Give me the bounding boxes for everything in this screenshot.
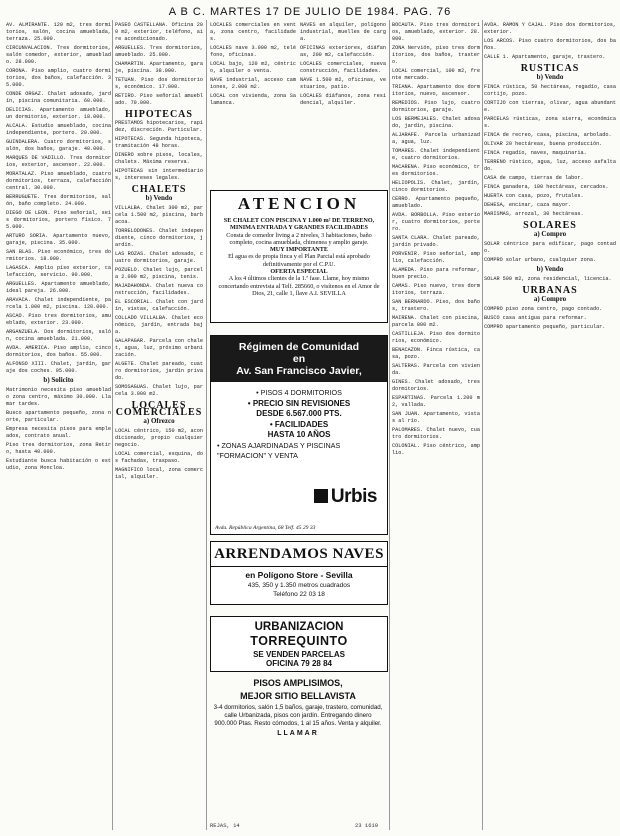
classified-ad: LOCAL céntrico, 150 m2, acondicionado, propio cualquier negocio. [115,428,203,448]
ad-title: URBANIZACION [254,621,344,633]
column-divider [206,20,207,830]
classified-ad: MORATALAZ. Piso amueblado, cuatro dormitorios, terraza, calefacción central. 30.000. [6,171,111,191]
urbis-logo-icon [314,489,328,503]
ad-text: A los 4 últimos clientes de la 1.ª fase. Llame, hoy mismo concertando entrevista al Telf. 285660, o visítenos en el Amor de Dios, 21, calle 1, llave A.I. SEVILLA [218,275,380,297]
section-heading-hipotecas: HIPOTECAS [125,109,193,120]
ad-title: TORREQUINTO [250,634,348,648]
classified-ad: LAGASCA. Amplio piso exterior, calefacción, servicio. 90.000. [6,265,111,278]
classified-ad: COMPRO piso zona centro, pago contado. [484,306,603,312]
classifieds-column-2 [115,22,203,828]
classified-ad: ALCALA. Estudio amueblado, cocina independiente, portero. 20.000. [6,123,111,136]
classified-ad: NAVES en alquiler, polígono industrial, muelles de carga. [300,22,386,42]
classified-ad: NAVE industrial, acceso camiones, 2.000 m2. [210,77,296,90]
classified-ad: COMPRO apartamento pequeño, particular. [484,324,606,330]
ad-text: 3-4 dormitorios, salón 1,5 baños, garaje, trastero, comunidad, calle Urbanizada, pisos con jardín. Entregando dinero 900.000 Ptas. Resto cómodos, 1 al 15 años. Venta y alquiler. [213,704,383,727]
ad-text: SE VENDEN PARCELAS [253,650,345,659]
classified-ad: COMPRO solar urbano, cualquier zona. [484,257,597,263]
classified-ad: OLIVAR 20 hectáreas, buena producción. [484,141,603,147]
classifieds-column-5 [484,22,616,828]
ad-text: OFERTA ESPECIAL [270,268,328,276]
ad-text: 435, 350 y 1.350 metros cuadrados [247,582,351,589]
classified-ad: ARAVACA. Chalet independiente, parcela 1.000 m2, piscina. 120.000. [6,297,111,310]
column-divider [112,20,113,830]
classified-ad: BENACAZON. Finca rústica, casa, pozo. [392,347,480,360]
classified-ad: GUINDALERA. Cuatro dormitorios, salón, dos baños, garaje. 40.000. [6,139,111,152]
ad-feature-list [211,388,387,462]
section-heading-solares: SOLARES [523,220,577,231]
classified-ad: FINCA ganadera, 100 hectáreas, cercados. [484,184,609,190]
ad-atencion [210,190,388,323]
classified-ad: RETIRO. Piso señorial amueblado. 70.000. [115,93,203,106]
classified-ad: MACARENA. Piso económico, tres dormitorios. [392,164,480,177]
classified-ad: ARTURO SORIA. Apartamento nuevo, garaje, piscina. 35.000. [6,233,111,246]
classified-ad: ASCAO. Piso tres dormitorios, amueblado, exterior. 23.000. [6,313,111,326]
classified-ad: Matrimonio necesita piso amueblado zona centro, máximo 30.000. Llamar tardes. [6,387,111,407]
classified-ad: COLLADO VILLALBA. Chalet económico, jardín, entrada baja. [115,315,203,335]
section-subheading: a) Compro [533,295,567,303]
classifieds-column-1 [6,22,111,828]
classified-ad: Piso tres dormitorios, zona Retiro, hasta 40.000. [6,442,111,455]
classified-ad: SAN BLAS. Piso económico, tres dormitorios. 18.000. [6,249,111,262]
page-header: A B C. MARTES 17 DE JULIO DE 1984. PAG. 76 [168,6,452,18]
classified-ad: FINCA rústica, 50 hectáreas, regadío, casa cortijo, pozo. [484,84,616,97]
classified-ad: CALLE 1. Apartamento, garaje, trastero. [484,54,606,60]
classified-ad: AVDA. RAMON Y CAJAL. Piso dos dormitorios, exterior. [484,22,616,35]
column-footer: 23 1619 [355,822,379,829]
classified-ad: ZONA Nervión, piso tres dormitorios, dos baños, trastero. [392,45,480,65]
column-divider [389,20,390,830]
classified-ad: VILLALBA. Chalet 300 m2, parcela 1.500 m2, piscina, barbacoa. [115,205,203,225]
ad-text: SE CHALET CON PISCINA Y 1.000 m² DE TERRENO, MINIMA ENTRADA Y GRANDES FACILIDADES [223,217,375,232]
classified-ad: MAIRENA. Chalet con piscina, parcela 800 m2. [392,315,480,328]
classified-ad: GALAPAGAR. Parcela con chalet, agua, luz, próximo urbanización. [115,338,203,358]
section-subheading: b) Solicito [43,376,74,384]
classified-ad: TETUAN. Piso dos dormitorios, económico. 17.000. [115,77,203,90]
classified-ad: LOCALES comerciales, nueva construcción, facilidades. [300,61,386,74]
classified-ad: FINCA de recreo, casa, piscina, arbolado. [484,132,612,138]
classified-ad: LOCAL comercial, esquina, dos fachadas, traspaso. [115,451,203,464]
section-subheading: b) Vendo [536,265,564,273]
ad-arrendamos-naves [210,541,388,605]
classified-ad: REMEDIOS. Piso lujo, cuatro dormitorios, garaje. [392,100,480,113]
ad-title: Av. San Francisco Javier, [236,365,362,377]
ad-text: en Polígono Store - Sevilla [245,570,353,580]
classified-ad: LOCALES nave 3.000 m2, teléfono, oficinas. [210,45,296,58]
classified-ad: ALJARAFE. Parcela urbanizada, agua, luz. [392,132,480,145]
ad-feature: • ZONAS AJARDINADAS Y PISCINAS [217,440,341,450]
classified-ad: TOMARES. Chalet independiente, cuatro dormitorios. [392,148,480,161]
classified-ad: SAN JUAN. Apartamento, vistas al río. [392,411,480,424]
classified-ad: CASA de campo, tierras de labor. [484,175,584,181]
classified-ad: PRESTAMOS hipotecarios, rapidez, discreción. Particular. [115,120,203,133]
ad-title: ARRENDAMOS NAVES [211,542,387,567]
classified-ad: OFICINAS exteriores, diáfanas, 200 m2, calefacción. [300,45,386,58]
classified-ad: DELICIAS. Apartamento amueblado, un dormitorio, exterior. 18.000. [6,107,111,120]
ad-feature: • PRECIO SIN REVISIONES [247,398,351,408]
classified-ad: HUERTA con casa, pozo, frutales. [484,193,584,199]
section-subheading: a) Compro [533,230,567,238]
classified-ad: LOCAL bajo, 120 m2, céntrico, alquiler o venta. [210,61,296,74]
classified-ad: BUSCO casa antigua para reformar. [484,315,587,321]
classified-ad: ESPARTINAS. Parcela 1.200 m2, vallada. [392,395,480,408]
classified-ad: ALFONSO XIII. Chalet, jardín, garaje dos coches. 95.000. [6,361,111,374]
classified-ad: FINCA regadío, naves, maquinaria. [484,150,587,156]
ad-text: El agua es de propia finca y el Plan Parcial está aprobado definitivamente por el C.P.U. [228,253,370,268]
classified-ad: BOCAUTA. Piso tres dormitorios, amueblado, exterior. 28.000. [392,22,480,42]
classified-ad: PARCELAS rústicas, zona sierra, económicas. [484,116,616,129]
classified-ad: CAMAS. Piso nuevo, tres dormitorios, terraza. [392,283,480,296]
classified-ad: HIPOTECAS sin intermediarios, intereses legales. [115,168,203,181]
ad-title: en [292,353,306,365]
classified-ad: ALGETE. Chalet pareado, cuatro dormitorios, jardín privado. [115,361,203,381]
classified-ad: EL ESCORIAL. Chalet con jardín, vistas, calefacción. [115,299,203,312]
ad-title: ATENCION [237,194,361,213]
classified-ad: MAGNIFICO local, zona comercial, alquiler. [115,467,203,480]
classified-ad: AVDA. BORBOLLA. Piso exterior, cuatro dormitorios, portero. [392,212,480,232]
classified-ad: LOCALES comerciales en venta, zona centro, facilidades. [210,22,296,42]
classified-ad: CORONA. Piso amplio, cuatro dormitorios, dos baños, calefacción. 35.000. [6,68,111,88]
column-footer: REJAS, 14 [210,822,240,829]
classified-ad: TERRENO rústico, agua, luz, acceso asfaltado. [484,159,616,172]
section-heading-urbanas: URBANAS [522,285,578,296]
ad-text: Teléfono 22 03 18 [273,591,325,598]
classified-ad: Empresa necesita pisos para empleados, contrato anual. [6,426,111,439]
ad-regimen-comunidad [210,335,388,535]
section-heading-locales: LOCALES COMERCIALES [115,400,203,418]
classified-ad: POZUELO. Chalet lujo, parcela 2.000 m2, piscina, tenis. [115,267,203,280]
ad-text: MUY IMPORTANTE [269,246,329,254]
classified-ad: MARISMAS, arrozal, 30 hectáreas. [484,211,584,217]
section-subheading: b) Vendo [145,194,173,202]
classified-ad: MAJADAHONDA. Chalet nueva construcción, facilidades. [115,283,203,296]
classified-ad: LOCAL con vivienda, zona Salamanca. [210,93,296,106]
classified-ad: LAS ROZAS. Chalet adosado, cuatro dormitorios, garaje. [115,251,203,264]
ad-text: OFICINA 79 28 84 [266,659,332,668]
classified-ad: CASTILLEJA. Piso dos dormitorios, económico. [392,331,480,344]
ad-feature: "FORMACION" Y VENTA [217,451,298,460]
classified-ad: HELIOPOLIS. Chalet, jardín, cinco dormitorios. [392,180,480,193]
classified-ad: DINERO sobre pisos, locales, chalets. Máxima reserva. [115,152,203,165]
ad-title: PISOS AMPLISIMOS, [253,678,343,688]
classifieds-column-4 [392,22,480,828]
ad-feature: HASTA 10 AÑOS [267,430,331,439]
section-subheading: b) Vendo [536,73,564,81]
classified-ad: CONDE ORGAZ. Chalet adosado, jardín, piscina comunitaria. 60.000. [6,91,111,104]
classified-ad: SALTERAS. Parcela con vivienda. [392,363,480,376]
classified-ad: LOCAL comercial, 100 m2, frente mercado. [392,68,480,81]
ad-title: MEJOR SITIO BELLAVISTA [240,690,356,701]
ad-footer: Avda. República Argentina, 68 Telf. 45 29 33 [215,525,316,531]
classified-ad: CIRCUNVALACION. Tres dormitorios, salón comedor, exterior, amueblado. 28.000. [6,45,111,65]
classified-ad: CORTIJO con tierras, olivar, agua abundante. [484,100,616,113]
classified-ad: CERRO. Apartamento pequeño, amueblado. [392,196,480,209]
urbis-logo: Urbis [314,486,377,508]
section-heading-rusticas: RUSTICAS [520,63,580,74]
classified-ad: LOS BERMEJALES. Chalet adosado, jardín, piscina. [392,116,480,129]
classified-ad: PALOMARES. Chalet nuevo, cuatro dormitorios. [392,427,480,440]
section-heading-chalets: CHALETS [131,184,187,195]
classified-ad: SANTA CLARA. Chalet pareado, jardín privado. [392,235,480,248]
classified-ad: DEHESA, encinar, caza mayor. [484,202,572,208]
classifieds-column-3 [210,22,386,202]
ad-urbanizacion [210,616,388,672]
classified-ad: LOCALES diáfanos, zona residencial, alquiler. [300,93,386,106]
classified-ad: CHAMARTIN. Apartamento, garaje, piscina. 38.000. [115,61,203,74]
classified-ad: COLONIAL. Piso céntrico, amplio. [392,443,480,456]
classified-ad: ARGUELLES. Apartamento amueblado, ideal pareja. 26.000. [6,281,111,294]
classified-ad: PASEO CASTELLANA. Oficina 200 m2, exterior, teléfono, aire acondicionado. [115,22,203,42]
classified-ad: ALAMEDA. Piso para reformar, buen precio. [392,267,480,280]
ad-text: Consta de comedor living a 2 niveles, 3 habitaciones, baño completo, cocina amueblada, chimenea y amplio garaje. [226,231,372,246]
ad-feature: • PISOS 4 DORMITORIOS [256,388,342,397]
section-subheading: a) Ofrezco [143,417,175,425]
ad-title: Régimen de Comunidad [238,341,360,353]
classified-ad: BERRUGUETE. Tres dormitorios, salón, baño completo. 24.000. [6,194,111,207]
classified-ad: Busco apartamento pequeño, zona norte, particular. [6,410,111,423]
ad-pisos-bellavista [210,676,386,816]
classified-ad: ARGUELLES. Tres dormitorios, amueblado. 25.000. [115,45,203,58]
classified-ad: AVDA. AMERICA. Piso amplio, cinco dormitorios, dos baños. 55.000. [6,345,111,358]
classified-ad: NAVE 1.500 m2, oficinas, vestuarios, patio. [300,77,386,90]
classified-ad: DIEGO DE LEON. Piso señorial, seis dormitorios, portero físico. 75.000. [6,210,111,230]
classified-ad: Estudiante busca habitación o estudio, zona Moncloa. [6,458,111,471]
classified-ad: SOMOSAGUAS. Chalet lujo, parcela 3.000 m2. [115,384,203,397]
ad-call: LLAMAR [277,730,319,737]
classified-ad: SAN BERNARDO. Piso, dos baños, trastero. [392,299,480,312]
classified-ad: GINES. Chalet adosado, tres dormitorios. [392,379,480,392]
classified-ad: TRIANA. Apartamento dos dormitorios, nuevo, ascensor. [392,84,480,97]
classified-ad: MARQUES DE VADILLO. Tres dormitorios, exterior, ascensor. 22.000. [6,155,111,168]
ad-banner [211,336,387,382]
classified-ad: TORRELODONES. Chalet independiente, cinco dormitorios, jardín. [115,228,203,248]
classified-ad: HIPOTECAS. Segunda hipoteca, tramitación 48 horas. [115,136,203,149]
column-divider [482,20,483,830]
classified-ad: SOLAR 500 m2, zona residencial, licencia. [484,276,612,282]
classified-ad: SOLAR céntrico para edificar, pago contado. [484,241,616,254]
classified-ad: LOS ARCOS. Piso cuatro dormitorios, dos baños. [484,38,616,51]
classified-ad: ARGANZUELA. Dos dormitorios, salón, cocina amueblada. 21.000. [6,329,111,342]
classified-ad: AV. ALMIRANTE. 120 m2, tres dormitorios, salón, cocina amueblada, terraza. 25.000. [6,22,111,42]
ad-feature: • FACILIDADES [269,419,329,429]
classified-ad: PORVENIR. Piso señorial, amplio, calefacción. [392,251,480,264]
ad-feature: DESDE 6.567.000 PTS. [256,409,342,418]
